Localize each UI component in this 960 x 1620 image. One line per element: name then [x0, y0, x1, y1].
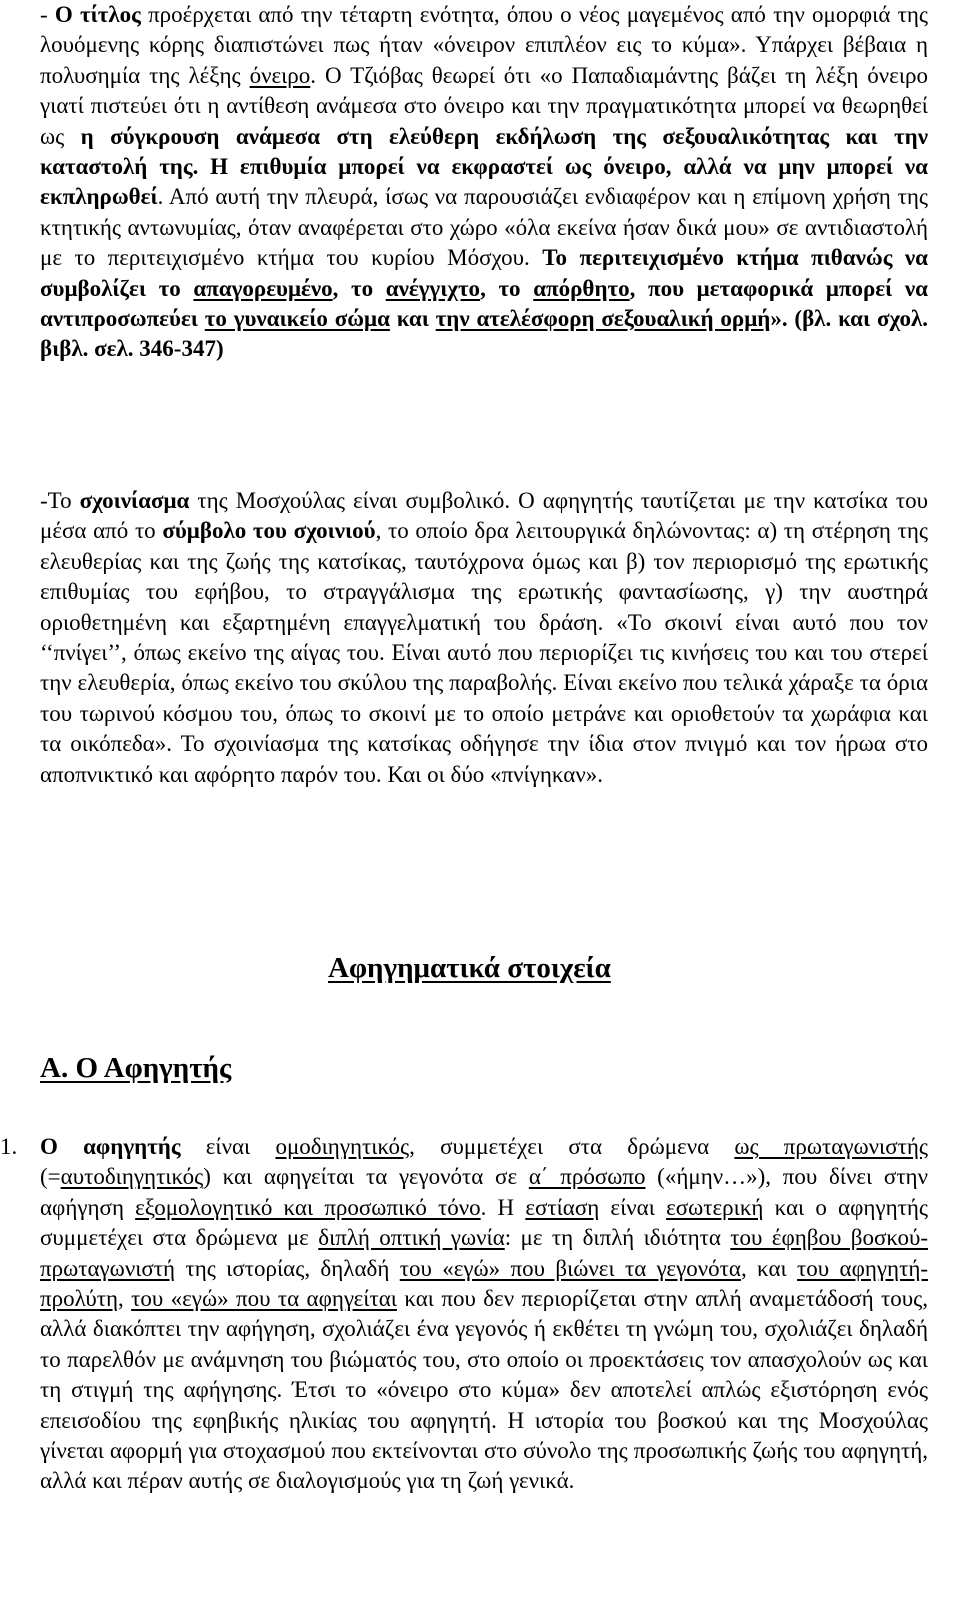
text-run: , το — [480, 275, 534, 301]
text-run: του έφηβου βοσκού-πρωταγωνιστή — [40, 1225, 928, 1281]
text-run: , — [117, 1286, 132, 1312]
text-run: . Από αυτή την πλευρά, ίσως να παρουσιάζει ενδιαφέρον και η επίμονη χρήση της κτητικής αντωνυμίας, όταν αναφέρεται στο χώρο «όλα εκείνα ήσαν δικά μου» σε αντιδιαστολή με το περιτειχισμένο κτήμα του κυρίου Μόσχου. — [40, 184, 928, 271]
list-number: 1. — [0, 1134, 18, 1159]
text-run: ) και αφηγείται τα γεγονότα σε — [203, 1164, 529, 1190]
text-run: της ιστορίας, δηλαδή — [175, 1255, 400, 1281]
text-run: εστίαση — [525, 1194, 600, 1220]
text-run: («ήμην…»), που δίνει στην αφήγηση — [40, 1164, 928, 1220]
text-run: όνειρο — [249, 62, 311, 88]
text-run: (= — [40, 1164, 61, 1190]
text-run: , και — [740, 1255, 798, 1281]
text-run: της Μοσχούλας είναι συμβολικό. Ο αφηγητής ταυτίζεται με την κατσίκα του μέσα από το — [40, 488, 928, 544]
text-run: -Το — [40, 488, 80, 513]
text-run: εξομολογητικό και προσωπικό τόνο — [135, 1194, 481, 1220]
text-run: - — [40, 2, 55, 27]
text-run: , το οποίο δρα λειτουργικά δηλώνοντας: α) τη στέρηση της ελευθερίας και της ζωής της κατσίκας, ταυτόχρονα όμως και β) τον περιορισμό της ερωτικής επιθυμίας του εφήβου, το στραγγάλισμα της ερωτικής φαντασίωσης, γ) την αυστηρά οριοθετημένη και εξαρτημένη επαγγελματική του δράση. «Το σκοινί είναι αυτό που τον ‘‘πνίγει’’, όπως εκείνο της αίγας του. Είναι αυτό που περιορίζει τις κινήσεις του και του στερεί την ελευθερία, όπως εκείνο του σκύλου της παραβολής. Είναι εκείνο που τελικά χάραξε τα όρια του τωρινού κόσμου του, όπως το σκοινί με το οποίο μετράνε και οριοθετούν τα χωράφια και τα οικόπεδα». Το σχοινίασμα της κατσίκας οδήγησε την ίδια στον πνιγμό και τον ήρωα στο αποπνικτικό και αφόρητο παρόν του. Και οι δύο «πνίγηκαν». — [40, 518, 928, 787]
text-run: και που δεν περιορίζεται στην απλή αναμετάδοσή τους, αλλά διακόπτει την αφήγηση, σχολιάζει ένα γεγονός ή εκθέτει τη γνώμη του, σχολιάζει δηλαδή το παρελθόν με ανάμνηση του βιώματός του, στο οποίο οι προεκτάσεις τον απασχολούν ως και τη στιγμή της αφήγησης. Έτσι το «όνειρο στο κύμα» δεν αποτελεί απλώς εξιστόρηση ενός επεισοδίου της εφηβικής ηλικίας του αφηγητή. Η ιστορία του βοσκού και της Μοσχούλας γίνεται αφορμή για στοχασμού που εκτείνονται στο σύνολο της προσωπικής ζωής του αφηγητή, αλλά και πέραν αυτής σε διαλογισμούς για τη ζωή γενικά. — [40, 1286, 929, 1494]
text-run: προέρχεται από την τέταρτη ενότητα, όπου ο νέος μαγεμένος από την ομορφιά της λουόμενης κόρης διαπιστώνει πως ήταν «όνειρον επιπλέον εις το κύμα». Υπάρχει βέβαια η πολυσημία της λέξης — [40, 2, 928, 88]
text-run: η σύγκρουση ανάμεσα στη ελεύθερη εκδήλωση της σεξουαλικότητας και την καταστολή της. Η επιθυμία μπορεί να εκφραστεί ως όνειρο, αλλά να μην μπορεί να εκπληρωθεί — [40, 123, 928, 210]
text-run: του «εγώ» που βιώνει τα γεγονότα — [399, 1255, 741, 1281]
text-run: : με τη διπλή ιδιότητα — [504, 1225, 731, 1251]
section-title: Αφηγηματικά στοιχεία — [328, 952, 611, 984]
text-run: το γυναικείο σώμα — [204, 306, 390, 332]
text-run: διπλή οπτική γωνία — [318, 1225, 505, 1251]
text-run: α΄ πρόσωπο — [528, 1164, 646, 1190]
subsection-title: Α. Ο Αφηγητής — [40, 1052, 232, 1084]
text-run: και ο αφηγητής συμμετέχει στα δρώμενα με — [40, 1194, 928, 1251]
text-run: ανέγγιχτο — [385, 275, 481, 301]
text-run: και — [389, 306, 436, 332]
text-run: , το — [332, 275, 386, 301]
paragraph-title-meaning — [40, 0, 928, 365]
text-run: Το περιτειχισμένο κτήμα πιθανώς να συμβολίζει το — [40, 245, 928, 301]
text-run: Ο τίτλος — [54, 2, 141, 27]
text-run: . Ο Τζιόβας θεωρεί ότι «ο Παπαδιαμάντης βάζει τη λέξη όνειρο γιατί πιστεύει ότι η αντίθεση ανάμεσα στο όνειρο και την πραγματικότητα μπορεί να θεωρηθεί ως — [40, 62, 928, 149]
text-run: ομοδιηγητικός — [275, 1134, 410, 1159]
paragraph-narrator — [40, 1132, 928, 1497]
text-run: του αφηγητή-προλύτη — [40, 1255, 929, 1312]
text-run: σχοινίασμα — [79, 488, 190, 513]
text-run: , συμμετέχει στα δρώμενα — [409, 1134, 735, 1159]
text-run: απαγορευμένο — [193, 275, 333, 301]
text-run: Ο αφηγητής — [40, 1134, 181, 1159]
text-run: αυτοδιηγητικός — [60, 1164, 204, 1190]
text-run: την ατελέσφορη σεξουαλική ορμή — [435, 306, 771, 332]
text-run: ως πρωταγωνιστής — [734, 1134, 928, 1159]
text-run: . Η — [480, 1194, 526, 1220]
text-run: είναι — [180, 1134, 276, 1159]
paragraph-rope-symbolism — [40, 486, 928, 790]
text-run: εσωτερική — [666, 1194, 764, 1220]
text-run: σύμβολο του σχοινιού — [162, 518, 376, 544]
text-run: είναι — [599, 1194, 667, 1220]
text-run: ». (βλ. και σχολ. βιβλ. σελ. 346-347) — [40, 306, 929, 362]
text-run: απόρθητο — [533, 275, 630, 301]
text-run: , που μεταφορικά μπορεί να αντιπροσωπεύει — [40, 275, 928, 332]
text-run: του «εγώ» που τα αφηγείται — [131, 1286, 397, 1312]
